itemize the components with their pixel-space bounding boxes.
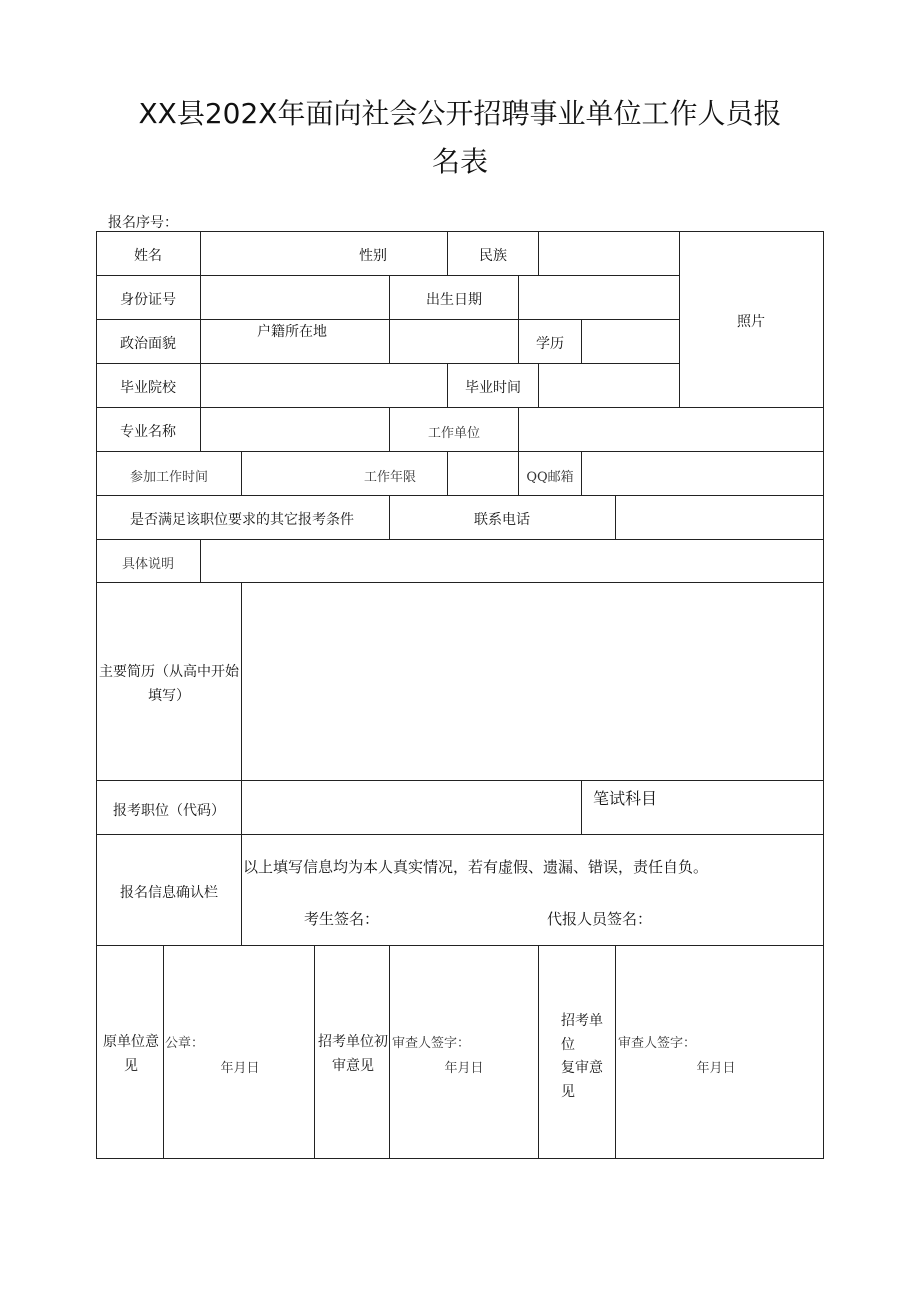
serial-number-label: 报名序号： xyxy=(108,215,178,231)
qq-email-field[interactable] xyxy=(582,452,823,495)
work-unit-field[interactable] xyxy=(519,408,823,451)
page-title: XX县202X年面向社会公开招聘事业单位工作人员报 xyxy=(138,97,782,130)
re-review-label-line2: 复审意 见 xyxy=(561,1060,603,1100)
seal-label: 公章： xyxy=(165,1036,205,1051)
original-unit-date: 年月日 xyxy=(220,1061,260,1076)
gender-field[interactable] xyxy=(390,232,447,275)
birth-date-label: 出生日期 xyxy=(426,292,482,308)
work-years-label: 工作年限 xyxy=(364,470,417,485)
agent-signature-label: 代报人员签名： xyxy=(547,910,653,928)
birth-date-field[interactable] xyxy=(519,276,679,319)
graduate-school-label: 毕业院校 xyxy=(120,380,176,396)
household-location-label: 户籍所在地 xyxy=(257,324,327,340)
work-start-time-label: 参加工作时间 xyxy=(129,470,209,485)
initial-review-date: 年月日 xyxy=(444,1061,484,1076)
photo-label: 照片 xyxy=(737,314,765,330)
candidate-signature-label: 考生签名： xyxy=(304,910,380,928)
page-title-continued: 名表 xyxy=(431,145,488,178)
education-field[interactable] xyxy=(582,320,679,363)
graduation-time-field[interactable] xyxy=(539,364,679,407)
confirmation-label: 报名信息确认栏 xyxy=(120,885,218,901)
qq-email-label: QQ邮箱 xyxy=(526,470,574,485)
initial-review-field[interactable] xyxy=(390,946,538,1158)
phone-field[interactable] xyxy=(616,496,823,539)
position-label: 报考职位（代码） xyxy=(113,803,225,819)
ethnicity-label: 民族 xyxy=(479,248,507,264)
name-label: 姓名 xyxy=(134,248,162,264)
work-years-field[interactable] xyxy=(448,452,518,495)
re-review-date: 年月日 xyxy=(696,1061,736,1076)
phone-label: 联系电话 xyxy=(474,512,530,528)
original-unit-opinion-label: 原单位意见 xyxy=(103,1034,159,1074)
initial-review-label: 招考单位初审意见 xyxy=(318,1034,388,1074)
details-label: 具体说明 xyxy=(121,557,175,572)
photo-box[interactable] xyxy=(680,232,823,407)
position-field[interactable] xyxy=(242,781,581,834)
details-field[interactable] xyxy=(201,540,823,582)
ethnicity-field[interactable] xyxy=(539,232,679,275)
graduate-school-field[interactable] xyxy=(201,364,447,407)
household-location-field[interactable] xyxy=(390,320,518,363)
confirmation-statement: 以上填写信息均为本人真实情况，若有虚假、遗漏、错误，责任自负。 xyxy=(243,858,709,876)
exam-subject-label: 笔试科目 xyxy=(593,789,658,808)
id-number-label: 身份证号 xyxy=(120,292,176,308)
work-unit-label: 工作单位 xyxy=(427,426,481,441)
gender-label: 性别 xyxy=(359,248,387,264)
education-label: 学历 xyxy=(536,336,564,352)
political-status-label: 政治面貌 xyxy=(120,336,176,352)
other-conditions-label: 是否满足该职位要求的其它报考条件 xyxy=(130,512,354,528)
original-unit-opinion-field[interactable] xyxy=(164,946,314,1158)
graduation-time-label: 毕业时间 xyxy=(465,380,521,396)
resume-field[interactable] xyxy=(242,583,823,780)
re-reviewer-signature-label: 审查人签字： xyxy=(618,1036,697,1051)
id-number-field[interactable] xyxy=(201,276,389,319)
initial-reviewer-signature-label: 审查人签字： xyxy=(392,1036,471,1051)
re-review-label-line1: 招考单 位 xyxy=(561,1013,603,1053)
major-field[interactable] xyxy=(201,408,389,451)
resume-label: 主要简历（从高中开始填写） xyxy=(99,664,239,704)
re-review-field[interactable] xyxy=(616,946,823,1158)
major-label: 专业名称 xyxy=(120,424,176,440)
name-field[interactable] xyxy=(201,232,359,275)
